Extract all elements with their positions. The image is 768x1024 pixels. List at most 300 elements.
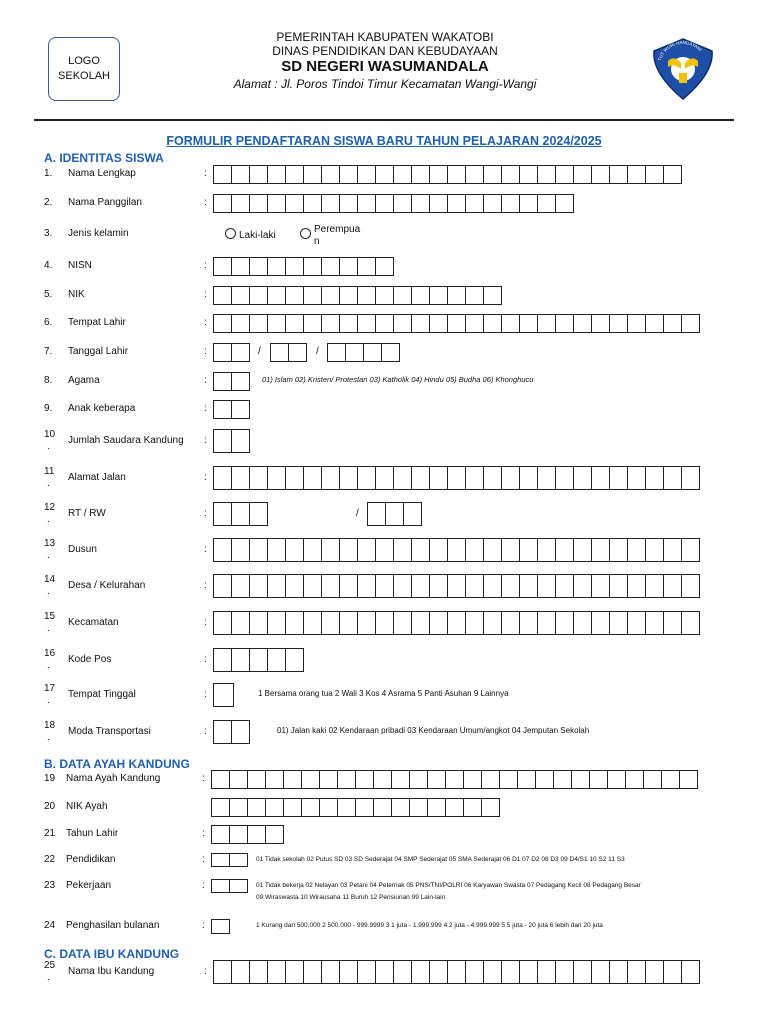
char-box[interactable]: [213, 538, 232, 562]
char-box[interactable]: [303, 257, 322, 276]
f21-input-boxes[interactable]: [211, 825, 283, 844]
f20-input-boxes[interactable]: [211, 798, 499, 817]
char-box[interactable]: [285, 538, 304, 562]
char-box[interactable]: [229, 798, 248, 817]
char-box[interactable]: [231, 257, 250, 276]
char-box[interactable]: [339, 611, 358, 635]
char-box[interactable]: [249, 286, 268, 305]
f22-input-boxes[interactable]: [211, 853, 247, 867]
char-box[interactable]: [285, 648, 304, 672]
char-box[interactable]: [591, 314, 610, 333]
char-box[interactable]: [391, 798, 410, 817]
char-box[interactable]: [501, 538, 520, 562]
char-box[interactable]: [555, 194, 574, 213]
char-box[interactable]: [393, 286, 412, 305]
char-box[interactable]: [483, 314, 502, 333]
f24-input-boxes[interactable]: [211, 919, 229, 934]
char-box[interactable]: [339, 538, 358, 562]
char-box[interactable]: [231, 400, 250, 419]
char-box[interactable]: [465, 314, 484, 333]
char-box[interactable]: [303, 165, 322, 184]
char-box[interactable]: [357, 165, 376, 184]
char-box[interactable]: [213, 194, 232, 213]
char-box[interactable]: [357, 257, 376, 276]
char-box[interactable]: [627, 960, 646, 984]
char-box[interactable]: [537, 194, 556, 213]
char-box[interactable]: [213, 502, 232, 526]
f4-input-boxes[interactable]: [213, 257, 393, 276]
char-box[interactable]: [249, 648, 268, 672]
char-box[interactable]: [285, 165, 304, 184]
char-box[interactable]: [303, 574, 322, 598]
char-box[interactable]: [465, 574, 484, 598]
char-box[interactable]: [427, 798, 446, 817]
char-box[interactable]: [345, 343, 364, 362]
char-box[interactable]: [403, 502, 422, 526]
char-box[interactable]: [447, 611, 466, 635]
char-box[interactable]: [429, 314, 448, 333]
char-box[interactable]: [393, 314, 412, 333]
char-box[interactable]: [267, 286, 286, 305]
char-box[interactable]: [229, 770, 248, 789]
char-box[interactable]: [213, 574, 232, 598]
char-box[interactable]: [609, 165, 628, 184]
char-box[interactable]: [411, 611, 430, 635]
char-box[interactable]: [355, 798, 374, 817]
char-box[interactable]: [411, 466, 430, 490]
char-box[interactable]: [265, 770, 284, 789]
char-box[interactable]: [555, 314, 574, 333]
char-box[interactable]: [303, 194, 322, 213]
char-box[interactable]: [519, 611, 538, 635]
char-box[interactable]: [339, 314, 358, 333]
char-box[interactable]: [537, 466, 556, 490]
char-box[interactable]: [357, 466, 376, 490]
char-box[interactable]: [501, 574, 520, 598]
char-box[interactable]: [357, 538, 376, 562]
char-box[interactable]: [303, 314, 322, 333]
radio-laki-laki[interactable]: [225, 228, 236, 239]
char-box[interactable]: [339, 194, 358, 213]
char-box[interactable]: [321, 314, 340, 333]
char-box[interactable]: [249, 257, 268, 276]
char-box[interactable]: [681, 466, 700, 490]
char-box[interactable]: [645, 960, 664, 984]
f9-input-boxes[interactable]: [213, 400, 249, 419]
char-box[interactable]: [249, 960, 268, 984]
char-box[interactable]: [391, 770, 410, 789]
char-box[interactable]: [211, 853, 230, 867]
char-box[interactable]: [427, 770, 446, 789]
char-box[interactable]: [249, 574, 268, 598]
char-box[interactable]: [319, 798, 338, 817]
char-box[interactable]: [327, 343, 346, 362]
char-box[interactable]: [321, 574, 340, 598]
char-box[interactable]: [339, 257, 358, 276]
char-box[interactable]: [663, 960, 682, 984]
char-box[interactable]: [355, 770, 374, 789]
f7-input-boxes-2[interactable]: [327, 343, 399, 362]
char-box[interactable]: [231, 286, 250, 305]
char-box[interactable]: [229, 853, 248, 867]
char-box[interactable]: [249, 314, 268, 333]
char-box[interactable]: [321, 538, 340, 562]
char-box[interactable]: [429, 286, 448, 305]
char-box[interactable]: [591, 960, 610, 984]
char-box[interactable]: [519, 165, 538, 184]
char-box[interactable]: [465, 165, 484, 184]
char-box[interactable]: [627, 574, 646, 598]
char-box[interactable]: [301, 770, 320, 789]
char-box[interactable]: [267, 194, 286, 213]
char-box[interactable]: [645, 466, 664, 490]
char-box[interactable]: [321, 466, 340, 490]
char-box[interactable]: [681, 538, 700, 562]
char-box[interactable]: [231, 538, 250, 562]
char-box[interactable]: [357, 286, 376, 305]
char-box[interactable]: [249, 611, 268, 635]
char-box[interactable]: [465, 286, 484, 305]
char-box[interactable]: [229, 879, 248, 893]
char-box[interactable]: [411, 960, 430, 984]
char-box[interactable]: [483, 960, 502, 984]
f10-input-boxes[interactable]: [213, 429, 249, 453]
char-box[interactable]: [483, 165, 502, 184]
radio-perempuan[interactable]: [300, 228, 311, 239]
char-box[interactable]: [447, 960, 466, 984]
char-box[interactable]: [465, 538, 484, 562]
char-box[interactable]: [573, 314, 592, 333]
char-box[interactable]: [501, 165, 520, 184]
char-box[interactable]: [447, 165, 466, 184]
char-box[interactable]: [211, 879, 230, 893]
char-box[interactable]: [213, 683, 234, 707]
char-box[interactable]: [483, 286, 502, 305]
char-box[interactable]: [321, 165, 340, 184]
char-box[interactable]: [231, 648, 250, 672]
char-box[interactable]: [285, 194, 304, 213]
char-box[interactable]: [537, 574, 556, 598]
char-box[interactable]: [213, 286, 232, 305]
char-box[interactable]: [465, 194, 484, 213]
f5-input-boxes[interactable]: [213, 286, 501, 305]
char-box[interactable]: [339, 466, 358, 490]
char-box[interactable]: [517, 770, 536, 789]
char-box[interactable]: [283, 798, 302, 817]
char-box[interactable]: [429, 611, 448, 635]
char-box[interactable]: [375, 611, 394, 635]
char-box[interactable]: [285, 257, 304, 276]
char-box[interactable]: [501, 466, 520, 490]
char-box[interactable]: [283, 770, 302, 789]
char-box[interactable]: [321, 611, 340, 635]
char-box[interactable]: [231, 372, 250, 391]
char-box[interactable]: [429, 538, 448, 562]
char-box[interactable]: [411, 165, 430, 184]
char-box[interactable]: [463, 770, 482, 789]
char-box[interactable]: [607, 770, 626, 789]
char-box[interactable]: [213, 343, 232, 362]
f8-input-boxes[interactable]: [213, 372, 249, 391]
char-box[interactable]: [265, 798, 284, 817]
char-box[interactable]: [213, 165, 232, 184]
char-box[interactable]: [645, 574, 664, 598]
char-box[interactable]: [337, 770, 356, 789]
char-box[interactable]: [591, 611, 610, 635]
char-box[interactable]: [465, 466, 484, 490]
char-box[interactable]: [247, 825, 266, 844]
char-box[interactable]: [681, 611, 700, 635]
char-box[interactable]: [645, 165, 664, 184]
f2-input-boxes[interactable]: [213, 194, 573, 213]
char-box[interactable]: [609, 314, 628, 333]
char-box[interactable]: [429, 466, 448, 490]
char-box[interactable]: [231, 960, 250, 984]
f12-input-boxes[interactable]: [213, 502, 267, 526]
char-box[interactable]: [265, 825, 284, 844]
char-box[interactable]: [393, 466, 412, 490]
char-box[interactable]: [535, 770, 554, 789]
char-box[interactable]: [483, 466, 502, 490]
char-box[interactable]: [373, 798, 392, 817]
char-box[interactable]: [231, 502, 250, 526]
char-box[interactable]: [555, 165, 574, 184]
char-box[interactable]: [267, 574, 286, 598]
char-box[interactable]: [267, 960, 286, 984]
char-box[interactable]: [663, 538, 682, 562]
char-box[interactable]: [409, 798, 428, 817]
char-box[interactable]: [519, 574, 538, 598]
char-box[interactable]: [375, 286, 394, 305]
char-box[interactable]: [375, 538, 394, 562]
char-box[interactable]: [663, 574, 682, 598]
char-box[interactable]: [429, 165, 448, 184]
char-box[interactable]: [267, 538, 286, 562]
char-box[interactable]: [337, 798, 356, 817]
char-box[interactable]: [249, 538, 268, 562]
char-box[interactable]: [519, 538, 538, 562]
char-box[interactable]: [285, 960, 304, 984]
f16-input-boxes[interactable]: [213, 648, 303, 672]
char-box[interactable]: [447, 314, 466, 333]
char-box[interactable]: [393, 574, 412, 598]
char-box[interactable]: [301, 798, 320, 817]
char-box[interactable]: [321, 286, 340, 305]
char-box[interactable]: [357, 611, 376, 635]
char-box[interactable]: [375, 257, 394, 276]
char-box[interactable]: [285, 286, 304, 305]
f23-input-boxes[interactable]: [211, 879, 247, 893]
f7-input-boxes-1[interactable]: [270, 343, 306, 362]
char-box[interactable]: [627, 466, 646, 490]
char-box[interactable]: [465, 611, 484, 635]
char-box[interactable]: [213, 648, 232, 672]
char-box[interactable]: [519, 466, 538, 490]
char-box[interactable]: [447, 538, 466, 562]
char-box[interactable]: [319, 770, 338, 789]
char-box[interactable]: [357, 574, 376, 598]
f19-input-boxes[interactable]: [211, 770, 697, 789]
char-box[interactable]: [285, 574, 304, 598]
char-box[interactable]: [501, 194, 520, 213]
char-box[interactable]: [357, 960, 376, 984]
char-box[interactable]: [267, 257, 286, 276]
char-box[interactable]: [429, 574, 448, 598]
char-box[interactable]: [393, 960, 412, 984]
char-box[interactable]: [627, 165, 646, 184]
char-box[interactable]: [445, 798, 464, 817]
char-box[interactable]: [303, 286, 322, 305]
char-box[interactable]: [609, 466, 628, 490]
char-box[interactable]: [375, 165, 394, 184]
char-box[interactable]: [213, 720, 232, 744]
char-box[interactable]: [663, 165, 682, 184]
char-box[interactable]: [270, 343, 289, 362]
char-box[interactable]: [555, 574, 574, 598]
char-box[interactable]: [591, 574, 610, 598]
char-box[interactable]: [663, 466, 682, 490]
char-box[interactable]: [573, 960, 592, 984]
char-box[interactable]: [591, 466, 610, 490]
char-box[interactable]: [357, 194, 376, 213]
char-box[interactable]: [339, 574, 358, 598]
char-box[interactable]: [321, 194, 340, 213]
char-box[interactable]: [375, 466, 394, 490]
f7-input-boxes[interactable]: [213, 343, 249, 362]
char-box[interactable]: [501, 314, 520, 333]
char-box[interactable]: [231, 165, 250, 184]
char-box[interactable]: [627, 538, 646, 562]
char-box[interactable]: [339, 165, 358, 184]
char-box[interactable]: [231, 429, 250, 453]
char-box[interactable]: [445, 770, 464, 789]
f25-input-boxes[interactable]: [213, 960, 699, 984]
char-box[interactable]: [411, 286, 430, 305]
char-box[interactable]: [573, 538, 592, 562]
char-box[interactable]: [213, 429, 232, 453]
char-box[interactable]: [481, 770, 500, 789]
char-box[interactable]: [375, 194, 394, 213]
char-box[interactable]: [627, 314, 646, 333]
char-box[interactable]: [663, 314, 682, 333]
char-box[interactable]: [213, 314, 232, 333]
char-box[interactable]: [375, 960, 394, 984]
char-box[interactable]: [339, 960, 358, 984]
char-box[interactable]: [211, 798, 230, 817]
char-box[interactable]: [555, 538, 574, 562]
char-box[interactable]: [231, 720, 250, 744]
f11-input-boxes[interactable]: [213, 466, 699, 490]
char-box[interactable]: [393, 538, 412, 562]
char-box[interactable]: [321, 960, 340, 984]
char-box[interactable]: [231, 194, 250, 213]
char-box[interactable]: [519, 960, 538, 984]
f17-input-boxes[interactable]: [213, 683, 233, 707]
char-box[interactable]: [465, 960, 484, 984]
f18-input-boxes[interactable]: [213, 720, 249, 744]
char-box[interactable]: [645, 611, 664, 635]
char-box[interactable]: [213, 611, 232, 635]
char-box[interactable]: [609, 538, 628, 562]
char-box[interactable]: [537, 611, 556, 635]
char-box[interactable]: [481, 798, 500, 817]
char-box[interactable]: [357, 314, 376, 333]
char-box[interactable]: [591, 165, 610, 184]
char-box[interactable]: [681, 960, 700, 984]
char-box[interactable]: [211, 919, 230, 934]
char-box[interactable]: [627, 611, 646, 635]
char-box[interactable]: [591, 538, 610, 562]
char-box[interactable]: [483, 194, 502, 213]
char-box[interactable]: [285, 314, 304, 333]
char-box[interactable]: [537, 165, 556, 184]
char-box[interactable]: [393, 165, 412, 184]
char-box[interactable]: [447, 574, 466, 598]
f13-input-boxes[interactable]: [213, 538, 699, 562]
char-box[interactable]: [519, 314, 538, 333]
char-box[interactable]: [429, 194, 448, 213]
char-box[interactable]: [211, 825, 230, 844]
char-box[interactable]: [645, 538, 664, 562]
char-box[interactable]: [285, 466, 304, 490]
char-box[interactable]: [303, 960, 322, 984]
char-box[interactable]: [519, 194, 538, 213]
char-box[interactable]: [411, 538, 430, 562]
char-box[interactable]: [661, 770, 680, 789]
char-box[interactable]: [573, 466, 592, 490]
char-box[interactable]: [267, 165, 286, 184]
char-box[interactable]: [679, 770, 698, 789]
char-box[interactable]: [288, 343, 307, 362]
f6-input-boxes[interactable]: [213, 314, 699, 333]
char-box[interactable]: [555, 466, 574, 490]
char-box[interactable]: [643, 770, 662, 789]
char-box[interactable]: [573, 611, 592, 635]
char-box[interactable]: [573, 165, 592, 184]
char-box[interactable]: [501, 960, 520, 984]
char-box[interactable]: [483, 611, 502, 635]
char-box[interactable]: [447, 194, 466, 213]
char-box[interactable]: [411, 194, 430, 213]
char-box[interactable]: [573, 574, 592, 598]
char-box[interactable]: [231, 343, 250, 362]
char-box[interactable]: [681, 574, 700, 598]
char-box[interactable]: [303, 538, 322, 562]
char-box[interactable]: [247, 770, 266, 789]
char-box[interactable]: [663, 611, 682, 635]
char-box[interactable]: [231, 314, 250, 333]
char-box[interactable]: [363, 343, 382, 362]
char-box[interactable]: [555, 960, 574, 984]
char-box[interactable]: [571, 770, 590, 789]
char-box[interactable]: [555, 611, 574, 635]
char-box[interactable]: [211, 770, 230, 789]
char-box[interactable]: [247, 798, 266, 817]
char-box[interactable]: [645, 314, 664, 333]
char-box[interactable]: [267, 648, 286, 672]
char-box[interactable]: [249, 194, 268, 213]
char-box[interactable]: [609, 574, 628, 598]
char-box[interactable]: [373, 770, 392, 789]
char-box[interactable]: [213, 960, 232, 984]
char-box[interactable]: [681, 314, 700, 333]
char-box[interactable]: [393, 611, 412, 635]
char-box[interactable]: [375, 314, 394, 333]
char-box[interactable]: [249, 502, 268, 526]
char-box[interactable]: [367, 502, 386, 526]
char-box[interactable]: [537, 538, 556, 562]
char-box[interactable]: [393, 194, 412, 213]
